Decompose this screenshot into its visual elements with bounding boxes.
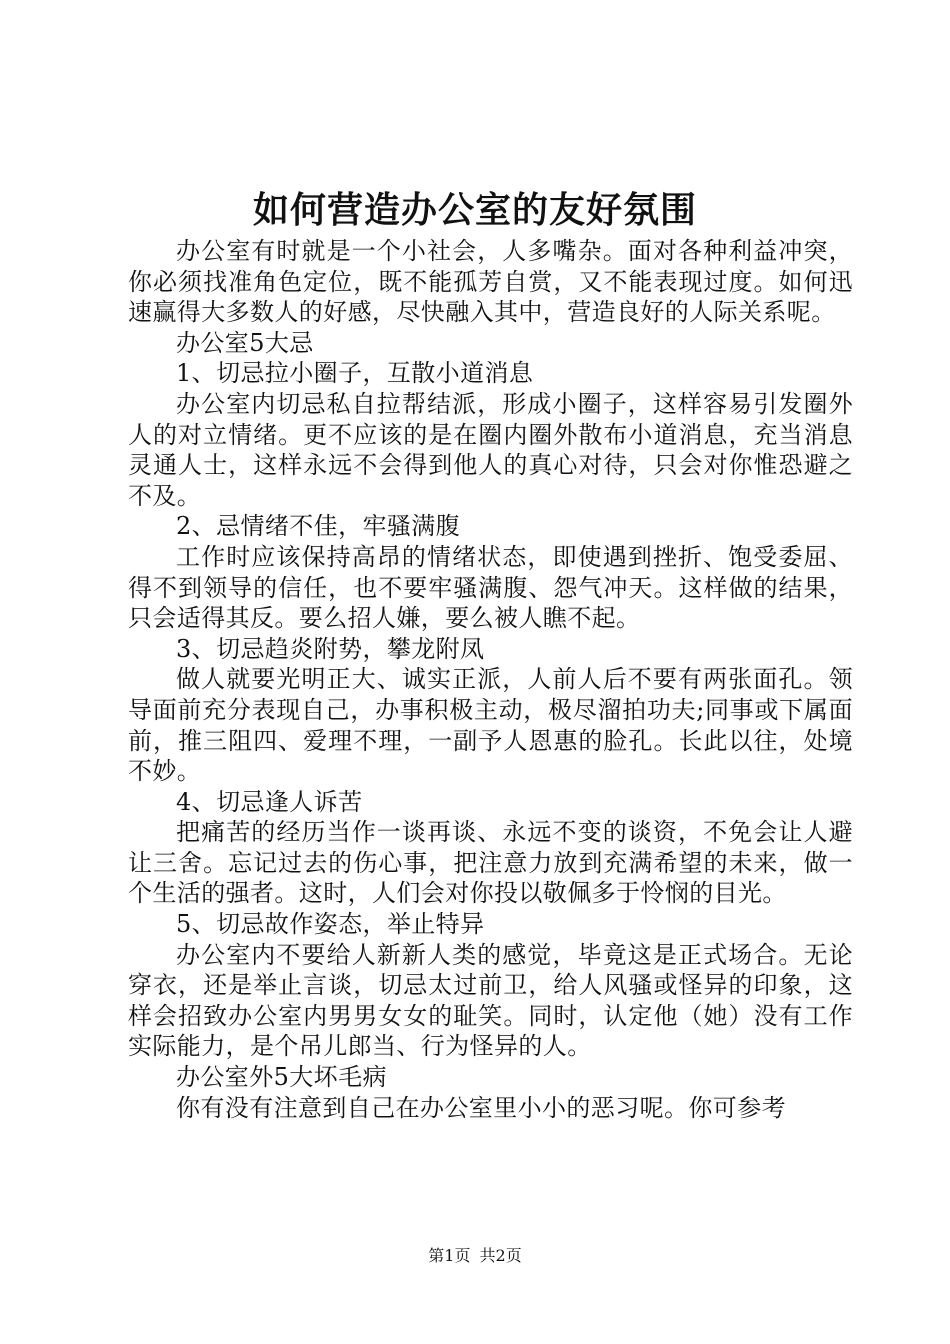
- page-total: 共2页: [479, 1246, 522, 1265]
- section-heading: 4、切忌逢人诉苦: [176, 787, 363, 816]
- section-heading: 办公室5大忌: [176, 328, 314, 357]
- page-footer: [0, 1246, 950, 1266]
- section-heading: 2、忌情绪不佳，牢骚满腹: [176, 512, 461, 541]
- paragraph: 办公室内不要给人新新人类的感觉，毕竟这是正式场合。无论穿衣，还是举止言谈，切忌太过前卫，给人风骚或怪异的印象，这样会招致办公室内男男女女的耻笑。同时，认定他（她）没有工作实际能力，是个吊儿郎当、行为怪异的人。: [128, 940, 853, 1061]
- paragraph: 把痛苦的经历当作一谈再谈、永远不变的谈资，不免会让人避让三舍。忘记过去的伤心事，把注意力放到充满希望的未来，做一个生活的强者。这时，人们会对你投以敬佩多于怜悯的目光。: [128, 818, 853, 908]
- paragraph: 工作时应该保持高昂的情绪状态，即使遇到挫折、饱受委屈、得不到领导的信任，也不要牢骚满腹、怨气冲天。这样做的结果，只会适得其反。要么招人嫌，要么被人瞧不起。: [128, 542, 853, 633]
- page-number: 第1页: [428, 1246, 471, 1265]
- document-body: [128, 236, 853, 1123]
- paragraph: 办公室有时就是一个小社会，人多嘴杂。面对各种利益冲突，你必须找准角色定位，既不能孤芳自赏，又不能表现过度。如何迅速赢得大多数人的好感，尽快融入其中，营造良好的人际关系呢。: [128, 237, 853, 327]
- document-title: 如何营造办公室的友好氛围: [252, 189, 697, 231]
- section-heading: 1、切忌拉小圈子，互散小道消息: [176, 359, 534, 388]
- paragraph: 你有没有注意到自己在办公室里小小的恶习呢。你可参考: [176, 1093, 786, 1122]
- paragraph: 做人就要光明正大、诚实正派，人前人后不要有两张面孔。领导面前充分表现自己，办事积极主动，极尽溜拍功夫;同事或下属面前，推三阻四、爱理不理，一副予人恩惠的脸孔。长此以往，处境不妙。: [128, 665, 853, 786]
- section-heading: 3、切忌趋炎附势，攀龙附凤: [176, 634, 485, 663]
- paragraph: 办公室内切忌私自拉帮结派，形成小圈子，这样容易引发圈外人的对立情绪。更不应该的是在圈内圈外散布小道消息，充当消息灵通人士，这样永远不会得到他人的真心对待，只会对你惟恐避之不及。: [128, 389, 853, 510]
- section-heading: 5、切忌故作姿态，举止特异: [176, 910, 485, 939]
- section-heading: 办公室外5大坏毛病: [176, 1063, 387, 1092]
